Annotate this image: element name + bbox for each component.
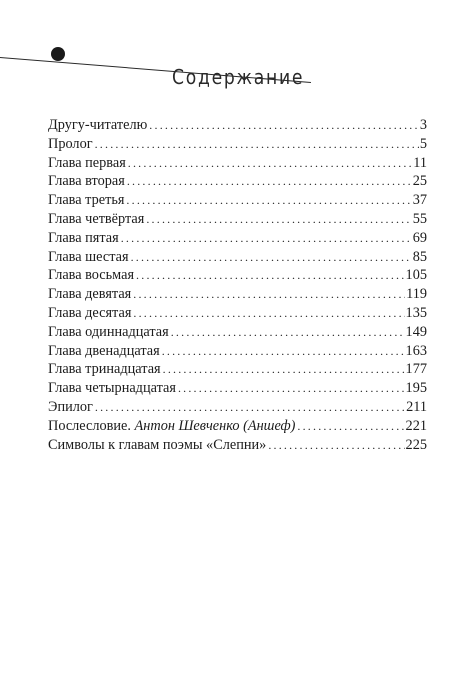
toc-entry-label: Глава одиннадцатая [48,323,169,340]
toc-entry[interactable] [48,304,427,323]
toc-entry-page: 11 [413,154,427,171]
toc-entry[interactable] [48,266,427,285]
toc-entry[interactable] [48,360,427,379]
toc-entry-page: 211 [406,398,427,415]
dot-leader [127,172,412,191]
toc-entry-label: Глава двенадцатая [48,342,160,359]
toc-entry-label: Глава пятая [48,229,119,246]
toc-entry-label: Глава третья [48,192,125,209]
toc-entry-page: 119 [406,286,427,303]
toc-entry[interactable] [48,172,427,191]
dot-leader [95,135,419,154]
toc-entry-label: Глава вторая [48,173,125,190]
toc-entry-page: 55 [412,210,427,227]
dot-leader [297,417,404,436]
table-of-contents [48,116,427,454]
decorative-dot [51,47,65,61]
toc-entry-page: 25 [412,173,427,190]
toc-entry[interactable] [48,191,427,210]
toc-entry-page: 221 [405,417,427,434]
toc-entry-page: 135 [405,304,427,321]
dot-leader [121,229,412,248]
toc-entry-label: Глава четырнадцатая [48,380,176,397]
dot-leader [133,285,405,304]
toc-entry[interactable] [48,154,427,173]
toc-entry-label: Глава девятая [48,286,132,303]
toc-entry[interactable] [48,135,427,154]
toc-entry-label: Глава первая [48,154,126,171]
toc-entry-page: 177 [405,361,427,378]
toc-entry-label: Глава восьмая [48,267,135,284]
toc-entry-page: 225 [405,436,427,453]
toc-entry-page: 69 [412,229,427,246]
toc-entry-page: 163 [405,342,427,359]
toc-entry-label-text: Послесловие. [48,417,135,434]
dot-leader [95,398,405,417]
toc-entry[interactable] [48,229,427,248]
toc-entry-label: Глава четвёртая [48,210,145,227]
toc-entry-label: Пролог [48,135,93,152]
toc-entry[interactable] [48,342,427,361]
dot-leader [131,248,412,267]
toc-entry-page: 149 [405,323,427,340]
toc-entry[interactable] [48,285,427,304]
dot-leader [126,191,411,210]
toc-entry-page: 37 [412,192,427,209]
toc-entry[interactable] [48,417,427,436]
toc-entry-label: Другу-читателю [48,117,148,133]
dot-leader [149,116,419,135]
toc-entry-page: 85 [412,248,427,265]
dot-leader [136,266,405,285]
dot-leader [162,342,405,361]
toc-entry[interactable] [48,436,427,455]
toc-entry-page: 195 [405,380,427,397]
toc-entry-author: Антон Шевченко (Аншеф) [134,417,296,434]
toc-entry-label: Глава тринадцатая [48,361,161,378]
dot-leader [268,436,404,455]
toc-entry[interactable] [48,116,427,135]
dot-leader [178,379,405,398]
dot-leader [133,304,404,323]
toc-entry-label: Эпилог [48,398,93,415]
toc-entry-page: 5 [419,135,427,152]
toc-entry-label: Символы к главам поэмы «Слепни» [48,436,267,453]
toc-entry-page: 105 [405,267,427,284]
dot-leader [128,154,412,173]
dot-leader [146,210,411,229]
toc-entry[interactable] [48,248,427,267]
dot-leader [163,360,405,379]
toc-entry[interactable] [48,210,427,229]
toc-entry-page: 3 [419,117,427,133]
dot-leader [171,323,405,342]
toc-entry[interactable] [48,398,427,417]
toc-entry-label: Глава шестая [48,248,129,265]
page-title: Содержание [172,65,305,90]
toc-entry[interactable] [48,379,427,398]
toc-entry-label [48,417,295,436]
toc-entry-label: Глава десятая [48,304,132,321]
toc-entry[interactable] [48,323,427,342]
